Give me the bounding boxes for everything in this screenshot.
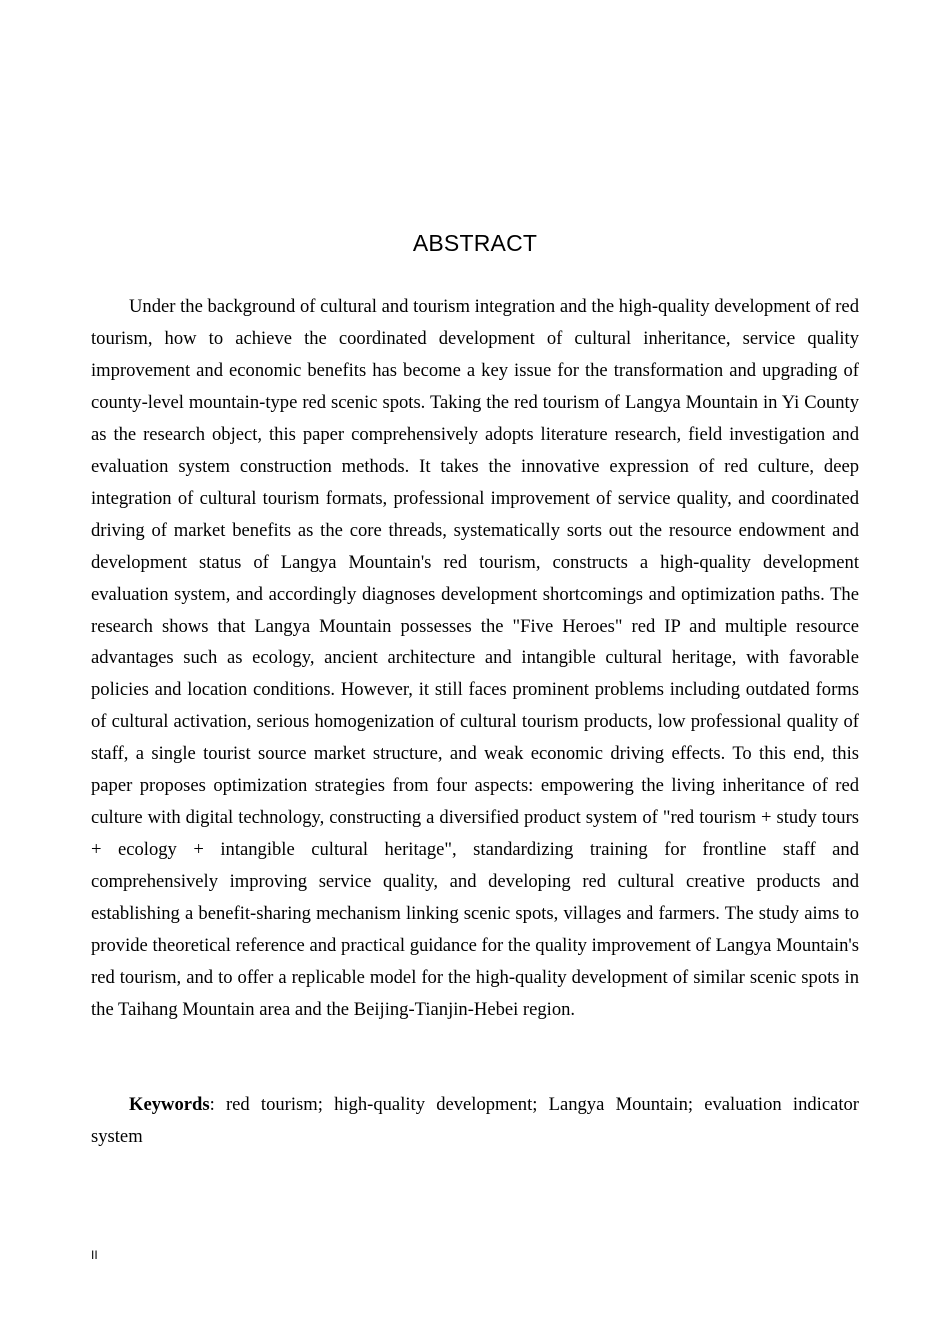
keywords-paragraph <box>91 1089 859 1153</box>
page-title: ABSTRACT <box>412 230 538 256</box>
keywords-list: : red tourism; high-quality development; Langya Mountain; evaluation indicator system <box>91 1094 859 1147</box>
page-number: II <box>91 1248 98 1262</box>
keywords-label: Keywords <box>129 1094 210 1115</box>
abstract-paragraph: Under the background of cultural and tourism integration and the high-quality development of red tourism, how to achieve the coordinated development of cultural inheritance, service quality improvement and economic benefits has become a key issue for the transformation and upgrading of county-level mountain-type red scenic spots. Taking the red tourism of Langya Mountain in Yi County as the research object, this paper comprehensively adopts literature research, field investigation and evaluation system construction methods. It takes the innovative expression of red culture, deep integration of cultural tourism formats, professional improvement of service quality, and coordinated driving of market benefits as the core threads, systematically sorts out the resource endowment and development status of Langya Mountain's red tourism, constructs a high-quality development evaluation system, and accordingly diagnoses development shortcomings and optimization paths. The research shows that Langya Mountain possesses the "Five Heroes" red IP and multiple resource advantages such as ecology, ancient architecture and intangible cultural heritage, with favorable policies and location conditions. However, it still faces prominent problems including outdated forms of cultural activation, serious homogenization of cultural tourism products, low professional quality of staff, a single tourist source market structure, and weak economic driving effects. To this end, this paper proposes optimization strategies from four aspects: empowering the living inheritance of red culture with digital technology, constructing a diversified product system of "red tourism + study tours + ecology + intangible cultural heritage", standardizing training for frontline staff and comprehensively improving service quality, and developing red cultural creative products and establishing a benefit-sharing mechanism linking scenic spots, villages and farmers. The study aims to provide theoretical reference and practical guidance for the quality improvement of Langya Mountain's red tourism, and to offer a replicable model for the high-quality development of similar scenic spots in the Taihang Mountain area and the Beijing-Tianjin-Hebei region. <box>91 296 859 1020</box>
